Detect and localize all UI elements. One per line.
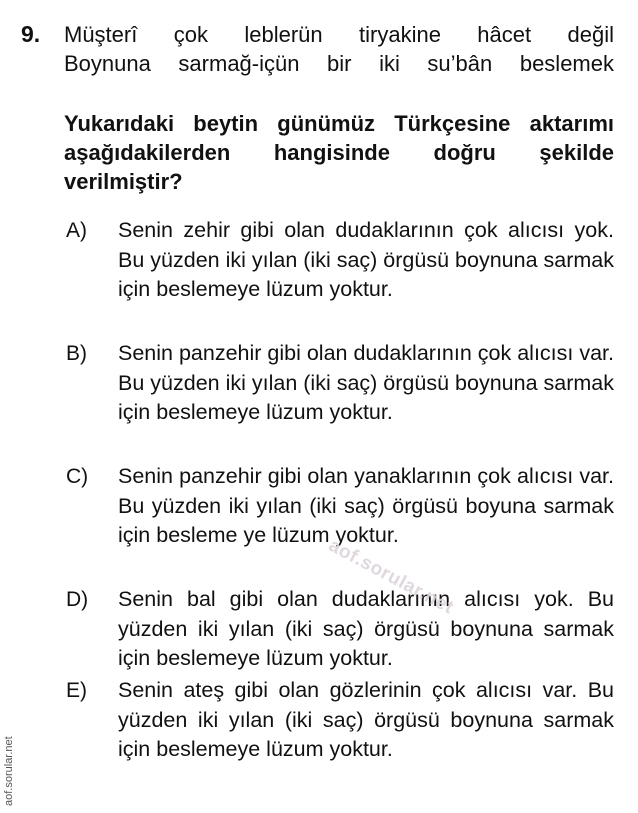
verse xyxy=(64,20,614,78)
option-text: Senin panzehir gibi olan dudaklarının çok alıcısı var. Bu yüzden iki yılan (iki saç) örgüsü boynuna sarmak için beslemeye lüzum yoktur. xyxy=(118,341,614,424)
verse-line-2: Boynuna sarmağ-içün bir iki su’bân beslemek xyxy=(64,51,614,76)
option-letter: B) xyxy=(66,342,87,365)
option-letter: E) xyxy=(66,679,87,702)
option-text: Senin zehir gibi olan dudaklarının çok alıcısı yok. Bu yüzden iki yılan (iki saç) örgüsü boynuna sarmak için beslemeye lüzum yoktur. xyxy=(118,218,614,301)
watermark-side: aof.sorular.net xyxy=(3,736,15,806)
option-text: Senin panzehir gibi olan yanaklarının çok alıcısı var. Bu yüzden iki yılan (iki saç) örgüsü boyuna sarmak için besleme ye lüzum yoktur. xyxy=(118,464,614,547)
watermark-center: aof.sorular.net xyxy=(325,535,458,619)
question-number: 9. xyxy=(21,21,41,47)
option-text: Senin ateş gibi olan gözlerinin çok alıcısı var. Bu yüzden iki yılan (iki saç) örgüsü boynuna sarmak için beslemeye lüzum yoktur. xyxy=(118,678,614,761)
option-letter: C) xyxy=(66,465,89,488)
question-stem: Yukarıdaki beytin günümüz Türkçesine aktarımı aşağıdakilerden hangisinde doğru şekilde verilmiştir? xyxy=(64,111,614,194)
option-letter: D) xyxy=(66,588,89,611)
option-text: Senin bal gibi olan dudaklarının alıcısı yok. Bu yüzden iki yılan (iki saç) örgüsü boynuna sarmak için beslemeye lüzum yoktur. xyxy=(118,587,614,670)
option-letter: A) xyxy=(66,219,87,242)
verse-line-1: Müşterî çok leblerün tiryakine hâcet değil xyxy=(64,22,614,47)
